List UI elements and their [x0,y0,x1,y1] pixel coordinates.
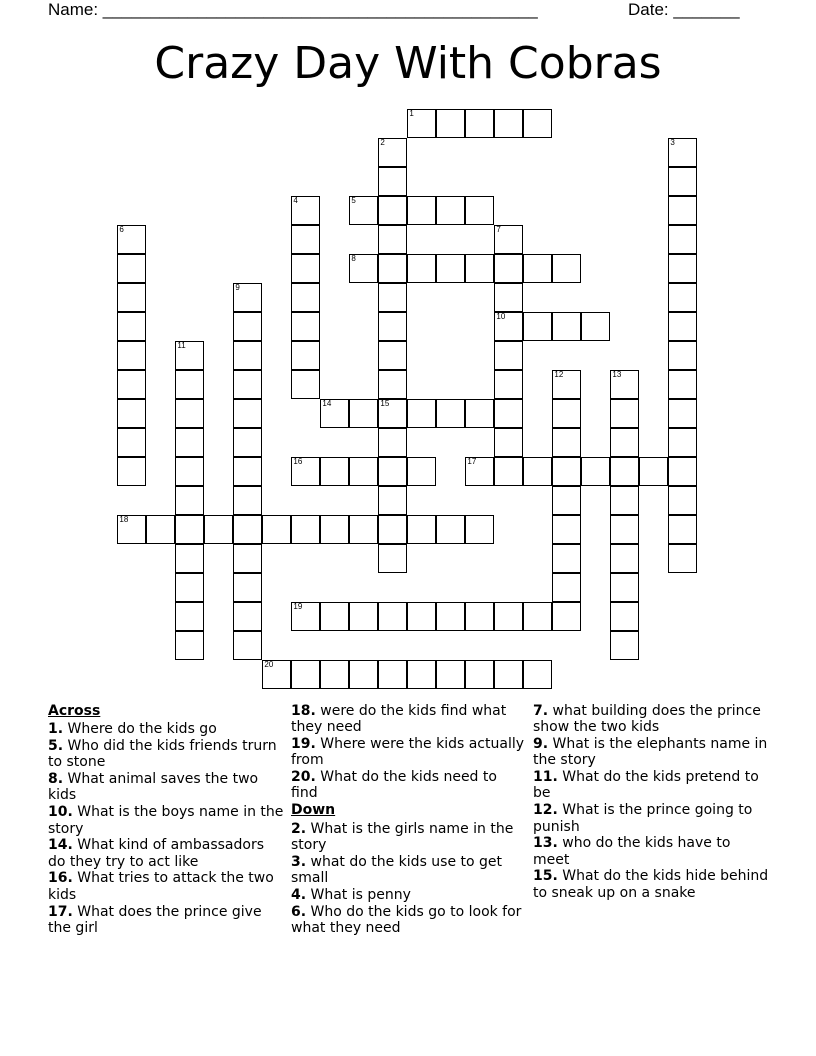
grid-cell[interactable] [175,399,204,428]
grid-cell[interactable] [436,196,465,225]
cell-number: 10 [496,312,506,322]
grid-cell[interactable] [668,341,697,370]
grid-cell[interactable] [117,283,146,312]
clue-number: 6. [291,903,307,920]
grid-cell[interactable] [378,312,407,341]
clues-column-1 [48,703,284,937]
grid-cell[interactable] [494,225,523,254]
grid-cell[interactable] [233,515,262,544]
grid-cell[interactable] [668,486,697,515]
cell-number: 2 [380,138,385,148]
clue-text: who do the kids have to meet [533,835,731,868]
grid-cell[interactable] [175,515,204,544]
clue-item [291,736,527,769]
grid-cell[interactable] [523,254,552,283]
down-clue-list [291,821,527,937]
clue-item [48,771,284,804]
grid-cell[interactable] [668,457,697,486]
clue-number: 5. [48,738,64,755]
clue-number: 16. [48,870,73,887]
grid-cell[interactable] [291,225,320,254]
clue-text: Who did the kids friends trurn to stone [48,738,277,771]
grid-cell[interactable] [668,225,697,254]
grid-cell[interactable] [349,515,378,544]
cell-number: 7 [496,225,501,235]
clue-item [533,769,769,802]
grid-cell[interactable] [581,312,610,341]
grid-cell[interactable] [494,341,523,370]
grid-cell[interactable] [378,167,407,196]
clue-text: What tries to attack the two kids [48,870,274,903]
grid-cell[interactable] [552,457,581,486]
down-heading: Down [291,802,336,819]
clue-number: 2. [291,820,307,837]
grid-cell[interactable] [668,370,697,399]
clue-item [291,769,527,802]
clue-number: 7. [533,703,549,719]
grid-cell[interactable] [407,109,436,138]
grid-cell[interactable] [523,660,552,689]
grid-cell[interactable] [378,196,407,225]
grid-cell[interactable] [494,370,523,399]
grid-cell[interactable] [552,399,581,428]
cell-number: 19 [293,602,303,612]
clue-text: were do the kids find what they need [291,703,507,736]
grid-cell[interactable] [465,515,494,544]
grid-cell[interactable] [378,283,407,312]
name-field: Name: ______________________________________________ [48,0,538,19]
grid-cell[interactable] [349,457,378,486]
grid-cell[interactable] [349,660,378,689]
grid-cell[interactable] [436,660,465,689]
grid-cell[interactable] [233,428,262,457]
clue-text: What is the elephants name in the story [533,736,768,769]
grid-cell[interactable] [291,602,320,631]
grid-cell[interactable] [610,544,639,573]
grid-cell[interactable] [175,457,204,486]
grid-cell[interactable] [552,312,581,341]
grid-cell[interactable] [465,660,494,689]
across-clue-list [48,721,284,936]
grid-cell[interactable] [349,196,378,225]
grid-cell[interactable] [523,109,552,138]
grid-cell[interactable] [552,544,581,573]
cell-number: 6 [119,225,124,235]
clues-column-3 [533,703,769,902]
clue-text: what building does the prince show the two kids [533,703,761,736]
grid-cell[interactable] [204,515,233,544]
grid-cell[interactable] [523,457,552,486]
grid-cell[interactable] [291,370,320,399]
clue-text: What do the kids hide behind to sneak up on a snake [533,868,769,901]
grid-cell[interactable] [494,312,523,341]
clue-number: 3. [291,853,307,870]
grid-cell[interactable] [610,515,639,544]
clue-number: 15. [533,868,558,885]
grid-cell[interactable] [378,428,407,457]
grid-cell[interactable] [668,167,697,196]
grid-cell[interactable] [610,370,639,399]
clue-item [533,802,769,835]
grid-cell[interactable] [494,457,523,486]
cell-number: 17 [467,457,477,467]
grid-cell[interactable] [117,370,146,399]
grid-cell[interactable] [378,660,407,689]
grid-cell[interactable] [117,428,146,457]
cell-number: 20 [264,660,274,670]
grid-cell[interactable] [436,109,465,138]
clue-text: Where were the kids actually from [291,736,525,769]
grid-cell[interactable] [175,428,204,457]
grid-cell[interactable] [668,196,697,225]
grid-cell[interactable] [233,544,262,573]
cell-number: 4 [293,196,298,206]
grid-cell[interactable] [291,254,320,283]
grid-cell[interactable] [378,486,407,515]
grid-cell[interactable] [175,631,204,660]
grid-cell[interactable] [175,602,204,631]
cell-number: 9 [235,283,240,293]
clue-item [533,736,769,769]
clue-text: What does the prince give the girl [48,903,262,936]
grid-cell[interactable] [407,515,436,544]
clue-text: What do the kids pretend to be [533,769,759,802]
grid-cell[interactable] [378,602,407,631]
grid-cell[interactable] [465,254,494,283]
grid-cell[interactable] [436,399,465,428]
grid-cell[interactable] [378,370,407,399]
clue-item [48,837,284,870]
grid-cell[interactable] [610,573,639,602]
grid-cell[interactable] [552,573,581,602]
clue-item [291,821,527,854]
grid-cell[interactable] [581,457,610,486]
grid-cell[interactable] [378,515,407,544]
grid-cell[interactable] [320,660,349,689]
grid-cell[interactable] [407,399,436,428]
grid-cell[interactable] [523,602,552,631]
grid-cell[interactable] [262,660,291,689]
grid-cell[interactable] [233,283,262,312]
grid-cell[interactable] [465,457,494,486]
grid-cell[interactable] [233,370,262,399]
grid-cell[interactable] [552,486,581,515]
grid-cell[interactable] [610,602,639,631]
grid-cell[interactable] [233,602,262,631]
across-heading: Across [48,703,101,719]
grid-cell[interactable] [668,312,697,341]
grid-cell[interactable] [668,254,697,283]
grid-cell[interactable] [668,283,697,312]
grid-cell[interactable] [117,457,146,486]
clue-text: what do the kids use to get small [291,853,503,886]
grid-cell[interactable] [436,515,465,544]
cell-number: 14 [322,399,332,409]
grid-cell[interactable] [175,341,204,370]
clue-item [48,738,284,771]
grid-cell[interactable] [668,544,697,573]
down-clue-list-continued [533,703,769,901]
grid-cell[interactable] [117,515,146,544]
grid-cell[interactable] [465,399,494,428]
cell-number: 5 [351,196,356,206]
grid-cell[interactable] [610,457,639,486]
grid-cell[interactable] [494,283,523,312]
grid-cell[interactable] [378,225,407,254]
grid-cell[interactable] [349,602,378,631]
cell-number: 11 [177,341,186,351]
grid-cell[interactable] [117,312,146,341]
grid-cell[interactable] [291,457,320,486]
grid-cell[interactable] [407,660,436,689]
grid-cell[interactable] [378,457,407,486]
grid-cell[interactable] [552,602,581,631]
grid-cell[interactable] [610,428,639,457]
grid-cell[interactable] [668,399,697,428]
clue-text: What animal saves the two kids [48,771,259,804]
grid-cell[interactable] [349,254,378,283]
grid-cell[interactable] [494,399,523,428]
grid-cell[interactable] [610,486,639,515]
clue-item [48,904,284,937]
grid-cell[interactable] [349,399,378,428]
grid-cell[interactable] [668,428,697,457]
clue-item [291,854,527,887]
clue-number: 19. [291,736,316,753]
clues-column-2 [291,703,527,937]
clue-number: 9. [533,736,549,753]
grid-cell[interactable] [378,399,407,428]
clue-number: 4. [291,886,307,903]
grid-cell[interactable] [552,370,581,399]
grid-cell[interactable] [378,138,407,167]
clue-number: 12. [533,802,558,819]
grid-cell[interactable] [407,254,436,283]
clue-text: What is the girls name in the story [291,820,514,853]
grid-cell[interactable] [233,631,262,660]
grid-cell[interactable] [291,515,320,544]
grid-cell[interactable] [320,515,349,544]
clue-text: What is penny [306,886,411,903]
grid-cell[interactable] [117,341,146,370]
grid-cell[interactable] [378,544,407,573]
grid-cell[interactable] [465,196,494,225]
clue-number: 10. [48,804,73,821]
grid-cell[interactable] [407,602,436,631]
grid-cell[interactable] [320,457,349,486]
grid-cell[interactable] [146,515,175,544]
grid-cell[interactable] [262,515,291,544]
cell-number: 15 [380,399,390,409]
grid-cell[interactable] [465,109,494,138]
clue-number: 13. [533,835,558,852]
clue-item [48,721,284,737]
grid-cell[interactable] [639,457,668,486]
grid-cell[interactable] [320,399,349,428]
grid-cell[interactable] [668,138,697,167]
clue-item [533,868,769,901]
cell-number: 8 [351,254,356,264]
cell-number: 16 [293,457,303,467]
grid-cell[interactable] [320,602,349,631]
grid-cell[interactable] [494,602,523,631]
grid-cell[interactable] [233,312,262,341]
grid-cell[interactable] [291,660,320,689]
clue-number: 14. [48,837,73,854]
grid-cell[interactable] [552,254,581,283]
grid-cell[interactable] [552,428,581,457]
grid-cell[interactable] [436,602,465,631]
grid-cell[interactable] [233,486,262,515]
grid-cell[interactable] [378,341,407,370]
clue-item [291,887,527,903]
clue-text: What is the prince going to punish [533,802,753,835]
grid-cell[interactable] [233,457,262,486]
grid-cell[interactable] [494,254,523,283]
grid-cell[interactable] [552,515,581,544]
grid-cell[interactable] [610,399,639,428]
clue-item [291,904,527,937]
grid-cell[interactable] [175,544,204,573]
grid-cell[interactable] [233,573,262,602]
clue-item [48,870,284,903]
grid-cell[interactable] [523,312,552,341]
grid-cell[interactable] [465,602,494,631]
grid-cell[interactable] [291,312,320,341]
grid-cell[interactable] [175,573,204,602]
puzzle-title: Crazy Day With Cobras [154,38,662,89]
grid-cell[interactable] [233,341,262,370]
clue-item [48,804,284,837]
clue-number: 20. [291,769,316,786]
grid-cell[interactable] [378,254,407,283]
clue-text: Where do the kids go [63,721,217,738]
clue-number: 8. [48,771,64,788]
grid-cell[interactable] [117,399,146,428]
clue-item [533,835,769,868]
grid-cell[interactable] [610,631,639,660]
clue-number: 11. [533,769,558,786]
grid-cell[interactable] [117,254,146,283]
grid-cell[interactable] [668,515,697,544]
clue-number: 17. [48,903,73,920]
grid-cell[interactable] [175,486,204,515]
clue-item [291,703,527,736]
grid-cell[interactable] [494,109,523,138]
grid-cell[interactable] [494,428,523,457]
grid-cell[interactable] [233,399,262,428]
grid-cell[interactable] [407,457,436,486]
clue-text: What kind of ambassadors do they try to act like [48,837,264,870]
grid-cell[interactable] [175,370,204,399]
clue-text: What do the kids need to find [291,769,497,802]
grid-cell[interactable] [494,660,523,689]
clue-item [533,703,769,736]
clue-text: What is the boys name in the story [48,804,284,837]
date-field: Date: _______ [628,0,740,19]
grid-cell[interactable] [291,283,320,312]
cell-number: 3 [670,138,675,148]
grid-cell[interactable] [291,341,320,370]
across-clue-list-continued [291,703,527,802]
cell-number: 18 [119,515,129,525]
grid-cell[interactable] [291,196,320,225]
cell-number: 1 [409,109,414,119]
grid-cell[interactable] [407,196,436,225]
clue-number: 18. [291,703,316,719]
clue-text: Who do the kids go to look for what they need [291,903,522,936]
cell-number: 13 [612,370,622,380]
grid-cell[interactable] [436,254,465,283]
grid-cell[interactable] [117,225,146,254]
clue-number: 1. [48,721,64,738]
cell-number: 12 [554,370,564,380]
